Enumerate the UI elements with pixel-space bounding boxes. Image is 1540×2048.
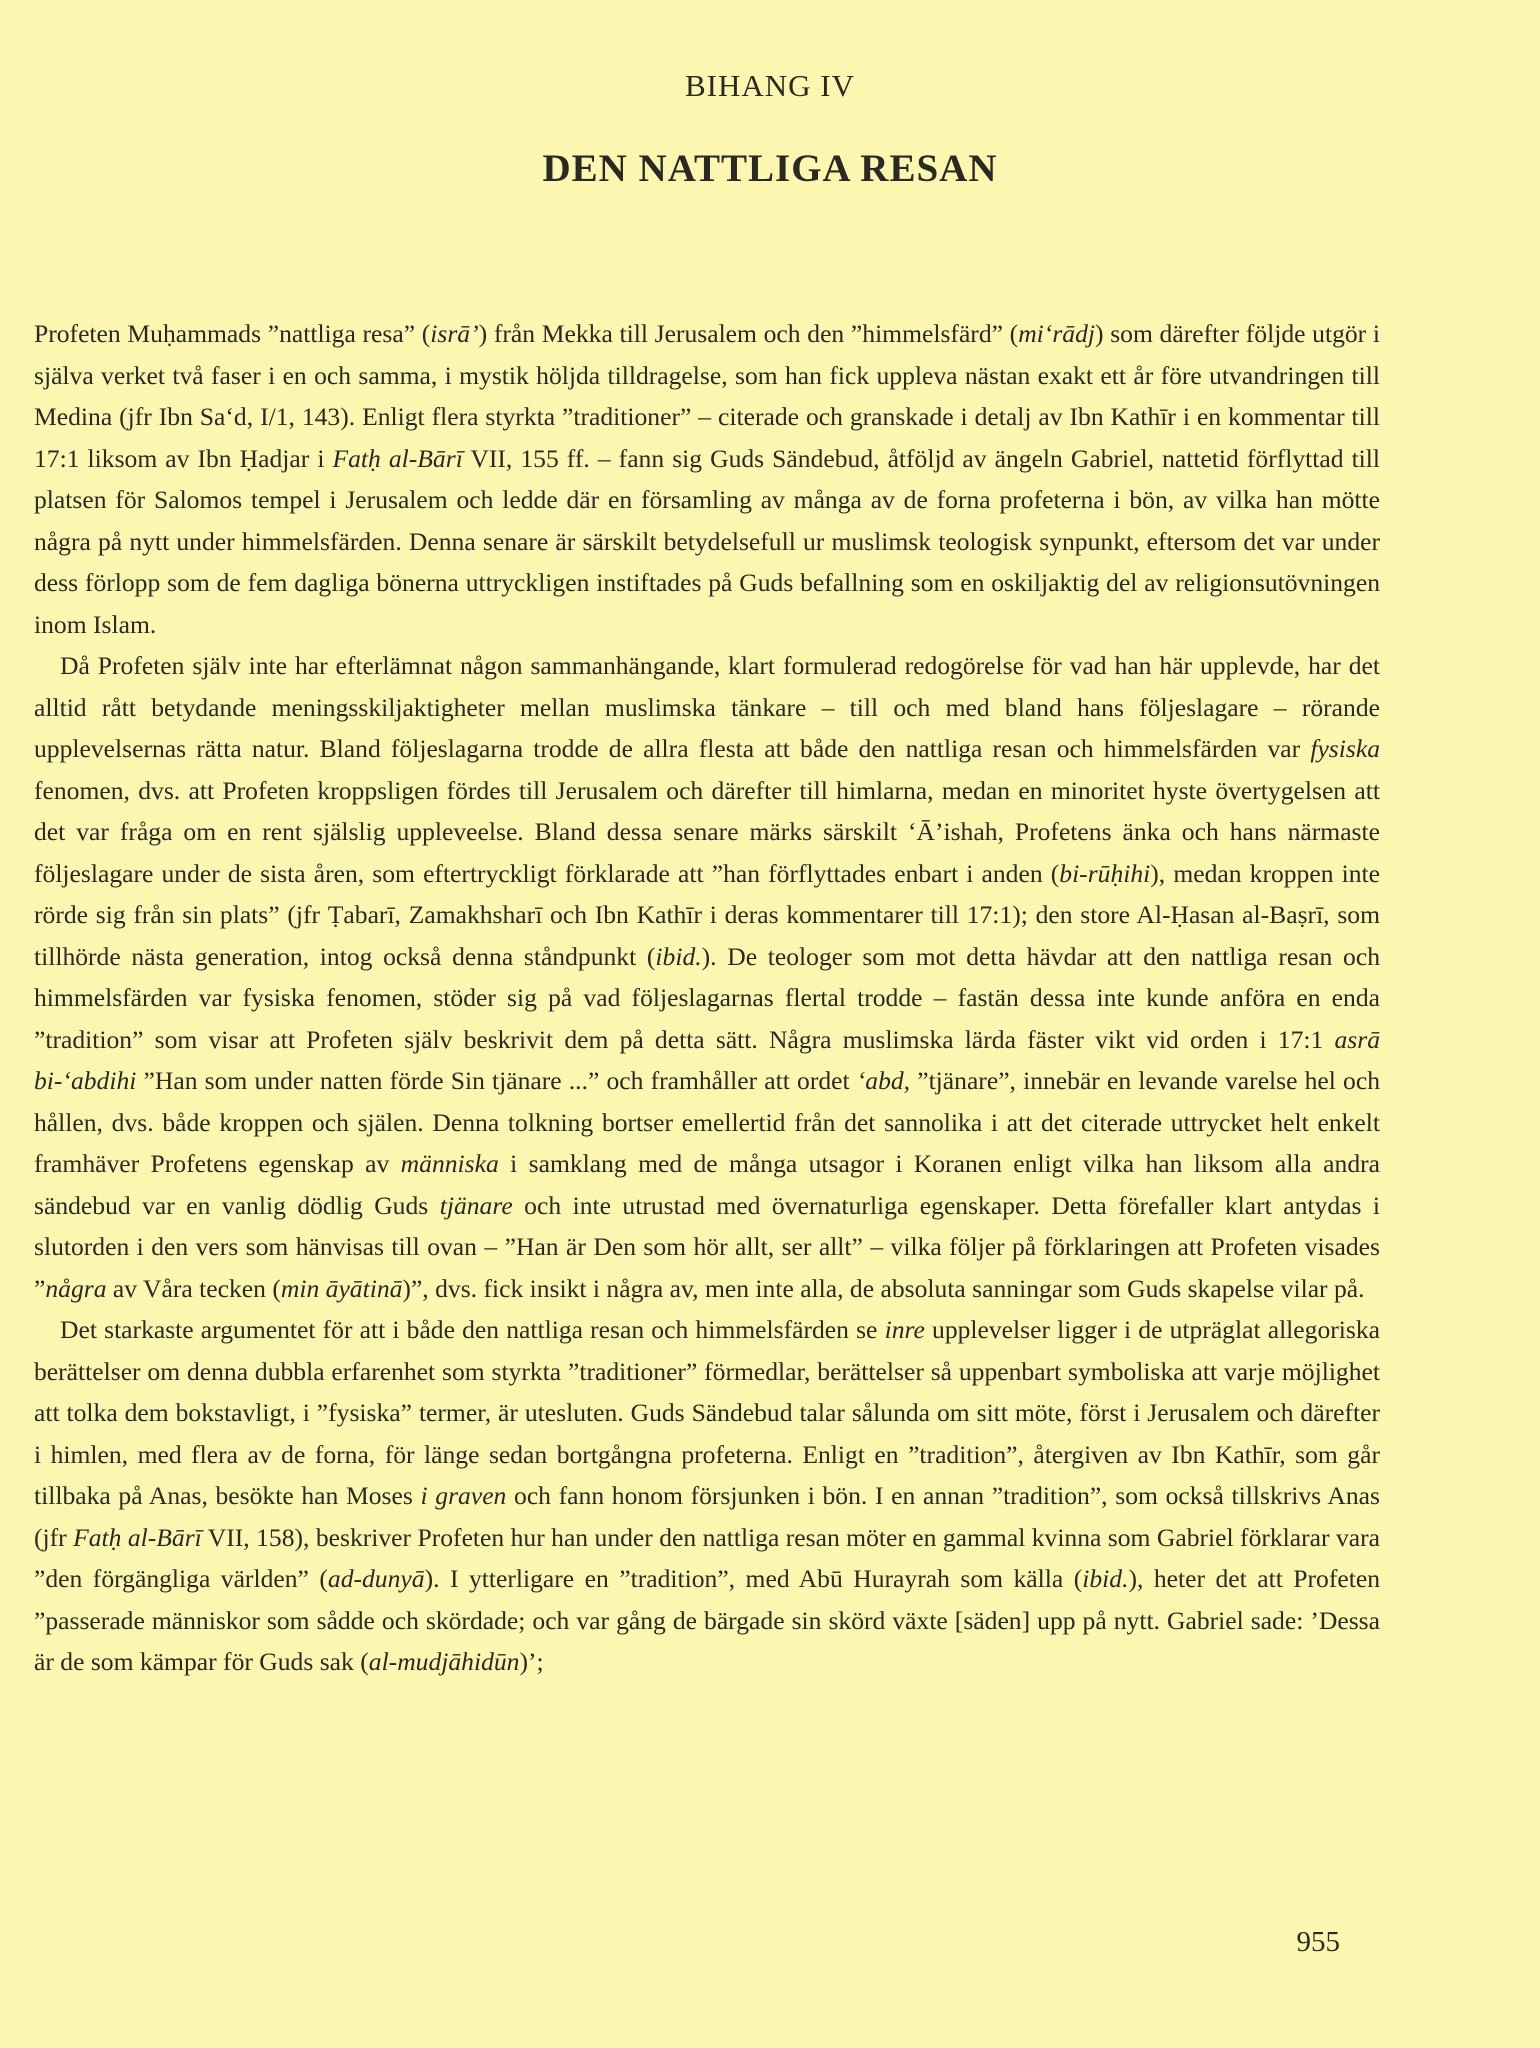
italic-term: ‘abd, [856, 1066, 911, 1095]
text-run: Det starkaste argumentet för att i både den nattliga resan och himmelsfärden se [60, 1315, 885, 1344]
text-run: av Våra tecken ( [106, 1273, 281, 1303]
page-number: 955 [1296, 1926, 1340, 1958]
paragraph-2 [34, 645, 1380, 1309]
text-run: ). De teologer som mot detta hävdar att den nattliga resan och himmelsfärden var fysiska fenomen, stöder sig på vad följeslagarnas flertal trodde – fastän dessa inte kunde anföra en enda ”tradition” som visar att Profeten själv beskrivit dem på detta sätt. Några muslimska lärda fäster vikt vid orden i 17:1 [34, 941, 1380, 1054]
text-run: ) från Mekka till Jerusalem och den ”himmelsfärd” ( [478, 319, 1019, 348]
italic-term: isrā’ [430, 319, 479, 348]
text-run: )”, dvs. fick insikt i några av, men inte alla, de absoluta sanningar som Guds skapelse vilar på. [402, 1273, 1365, 1303]
italic-term: min āyātinā [280, 1273, 403, 1303]
italic-term: asrā bi-‘abdihi [34, 1024, 1380, 1095]
text-run: Profeten Muḥammads ”nattliga resa” ( [34, 319, 431, 348]
italic-term: mi‘rādj [1018, 319, 1095, 348]
italic-term: Fatḥ al-Bārī [73, 1522, 202, 1552]
chapter-title: DEN NATTLIGA RESAN [542, 147, 998, 190]
text-run: ), medan kroppen inte rörde sig från sin plats” (jfr Ṭabarī, Zamakhsharī och Ibn Kathīr i deras kommentarer till 17:1); den store Al-Ḥasan al-Baṣrī, som tillhörde nästa generation, intog också denna ståndpunkt ( [34, 858, 1381, 971]
italic-term: fysiska [1310, 734, 1380, 763]
text-run: fenomen, dvs. att Profeten kroppsligen fördes till Jerusalem och därefter till himlarna, medan en minoritet hyste övertygelsen att det var fråga om en rent själslig uppleveelse. Bland dessa senare märks särskilt ‘Ā’ishah, Profetens änka och hans närmaste följeslagare under de sista åren, som eftertryckligt förklarade att ”han förflyttades enbart i anden ( [34, 775, 1380, 888]
italic-term: ibid. [655, 941, 702, 971]
paragraph-1 [34, 313, 1380, 645]
italic-term: människa [400, 1149, 499, 1178]
paragraph-3 [34, 1309, 1380, 1683]
italic-term: Fatḥ al-Bārī [332, 443, 463, 473]
italic-term: ad-dunyā [327, 1564, 425, 1593]
italic-term: al-mudjāhidūn [368, 1647, 520, 1676]
text-run: och fann honom försjunken i bön. I en annan ”tradition”, som också tillskrivs Anas (jfr [34, 1481, 1380, 1552]
italic-term: ibid. [1082, 1564, 1129, 1593]
text-run: ). I ytterligare en ”tradition”, med Abū Hurayrah som källa ( [424, 1564, 1083, 1593]
text-run: ”tjänare”, innebär en levande varelse hel och hållen, dvs. både kroppen och själen. Denna tolkning bortser emellertid från det sannolika i att det citerade uttrycket helt enkelt framhäver Profetens egenskap av [34, 1066, 1380, 1178]
appendix-label: BIHANG IV [684, 68, 855, 103]
text-run: VII, 155 ff. – fann sig Guds Sändebud, åtföljd av ängeln Gabriel, nattetid förflyttad till platsen för Salomos tempel i Jerusalem och ledde där en församling av många av de forna profeterna i bön, av vilka han mötte några på nytt under himmelsfärden. Denna senare är särskilt betydelsefull ur muslimsk teologisk synpunkt, eftersom det var under dess förlopp som de fem dagliga bönerna uttryckligen instiftades på Guds befallning som en oskiljaktig del av religionsutövningen inom Islam. [34, 443, 1381, 639]
text-run: )’; [519, 1647, 544, 1676]
text-run: ), heter det att Profeten ”passerade människor som sådde och skördade; och var gång de bärgade sin skörd växte [säden] upp på nytt. Gabriel sade: ’Dessa är de som kämpar för Guds sak ( [34, 1564, 1381, 1676]
italic-term: bi-rūḥihi [1059, 858, 1151, 888]
text-run: ”Han som under natten förde Sin tjänare ...” och framhåller att ordet [136, 1066, 857, 1095]
text-run: i samklang med de många utsagor i Koranen enligt vilka han liksom alla andra sändebud var en vanlig dödlig Guds [34, 1149, 1380, 1220]
italic-term: några [45, 1273, 107, 1303]
text-run: Då Profeten själv inte har efterlämnat någon sammanhängande, klart formulerad redogörelse för vad han här upplevde, har det alltid rått betydande meningsskiljaktigheter mellan muslimska tänkare – till och med bland hans följeslagare – rörande upplevelsernas rätta natur. Bland följeslagarna trodde de allra flesta att både den nattliga resan och himmelsfärden var [34, 651, 1380, 763]
italic-term: inre [884, 1315, 925, 1344]
text-run: och inte utrustad med övernaturliga egenskaper. Detta förefaller klart antydas i slutorden i den vers som hänvisas till ovan – ”Han är Den som hör allt, ser allt” – vilka följer på förklaringen att Profeten visades ” [34, 1190, 1381, 1303]
italic-term: i graven [420, 1481, 507, 1510]
italic-term: tjänare [439, 1190, 513, 1220]
text-run: ) som därefter följde utgör i själva verket två faser i en och samma, i mystik höljda tilldragelse, som han fick uppleva nästan exakt ett år före utvandringen till Medina (jfr Ibn Sa‘d, I/1, 143). Enligt flera styrkta ”traditioner” – citerade och granskade i detalj av Ibn Kathīr i en kommentar till 17:1 liksom av Ibn Ḥadjar i [34, 319, 1380, 473]
text-run: upplevelser ligger i de utpräglat allegoriska berättelser om denna dubbla erfarenhet som styrkta ”traditioner” förmedlar, berättelser så uppenbart symboliska att varje möjlighet att tolka dem bokstavligt, i ”fysiska” termer, är utesluten. Guds Sändebud talar sålunda om sitt möte, först i Jerusalem och därefter i himlen, med flera av de forna, för länge sedan bortgångna profeterna. Enligt en ”tradition”, återgiven av Ibn Kathīr, som går tillbaka på Anas, besökte han Moses [34, 1315, 1381, 1510]
body-text [34, 313, 1380, 1683]
text-run: VII, 158), beskriver Profeten hur han under den nattliga resan möter en gammal kvinna som Gabriel förklarar vara ”den förgängliga världen” ( [34, 1522, 1381, 1593]
